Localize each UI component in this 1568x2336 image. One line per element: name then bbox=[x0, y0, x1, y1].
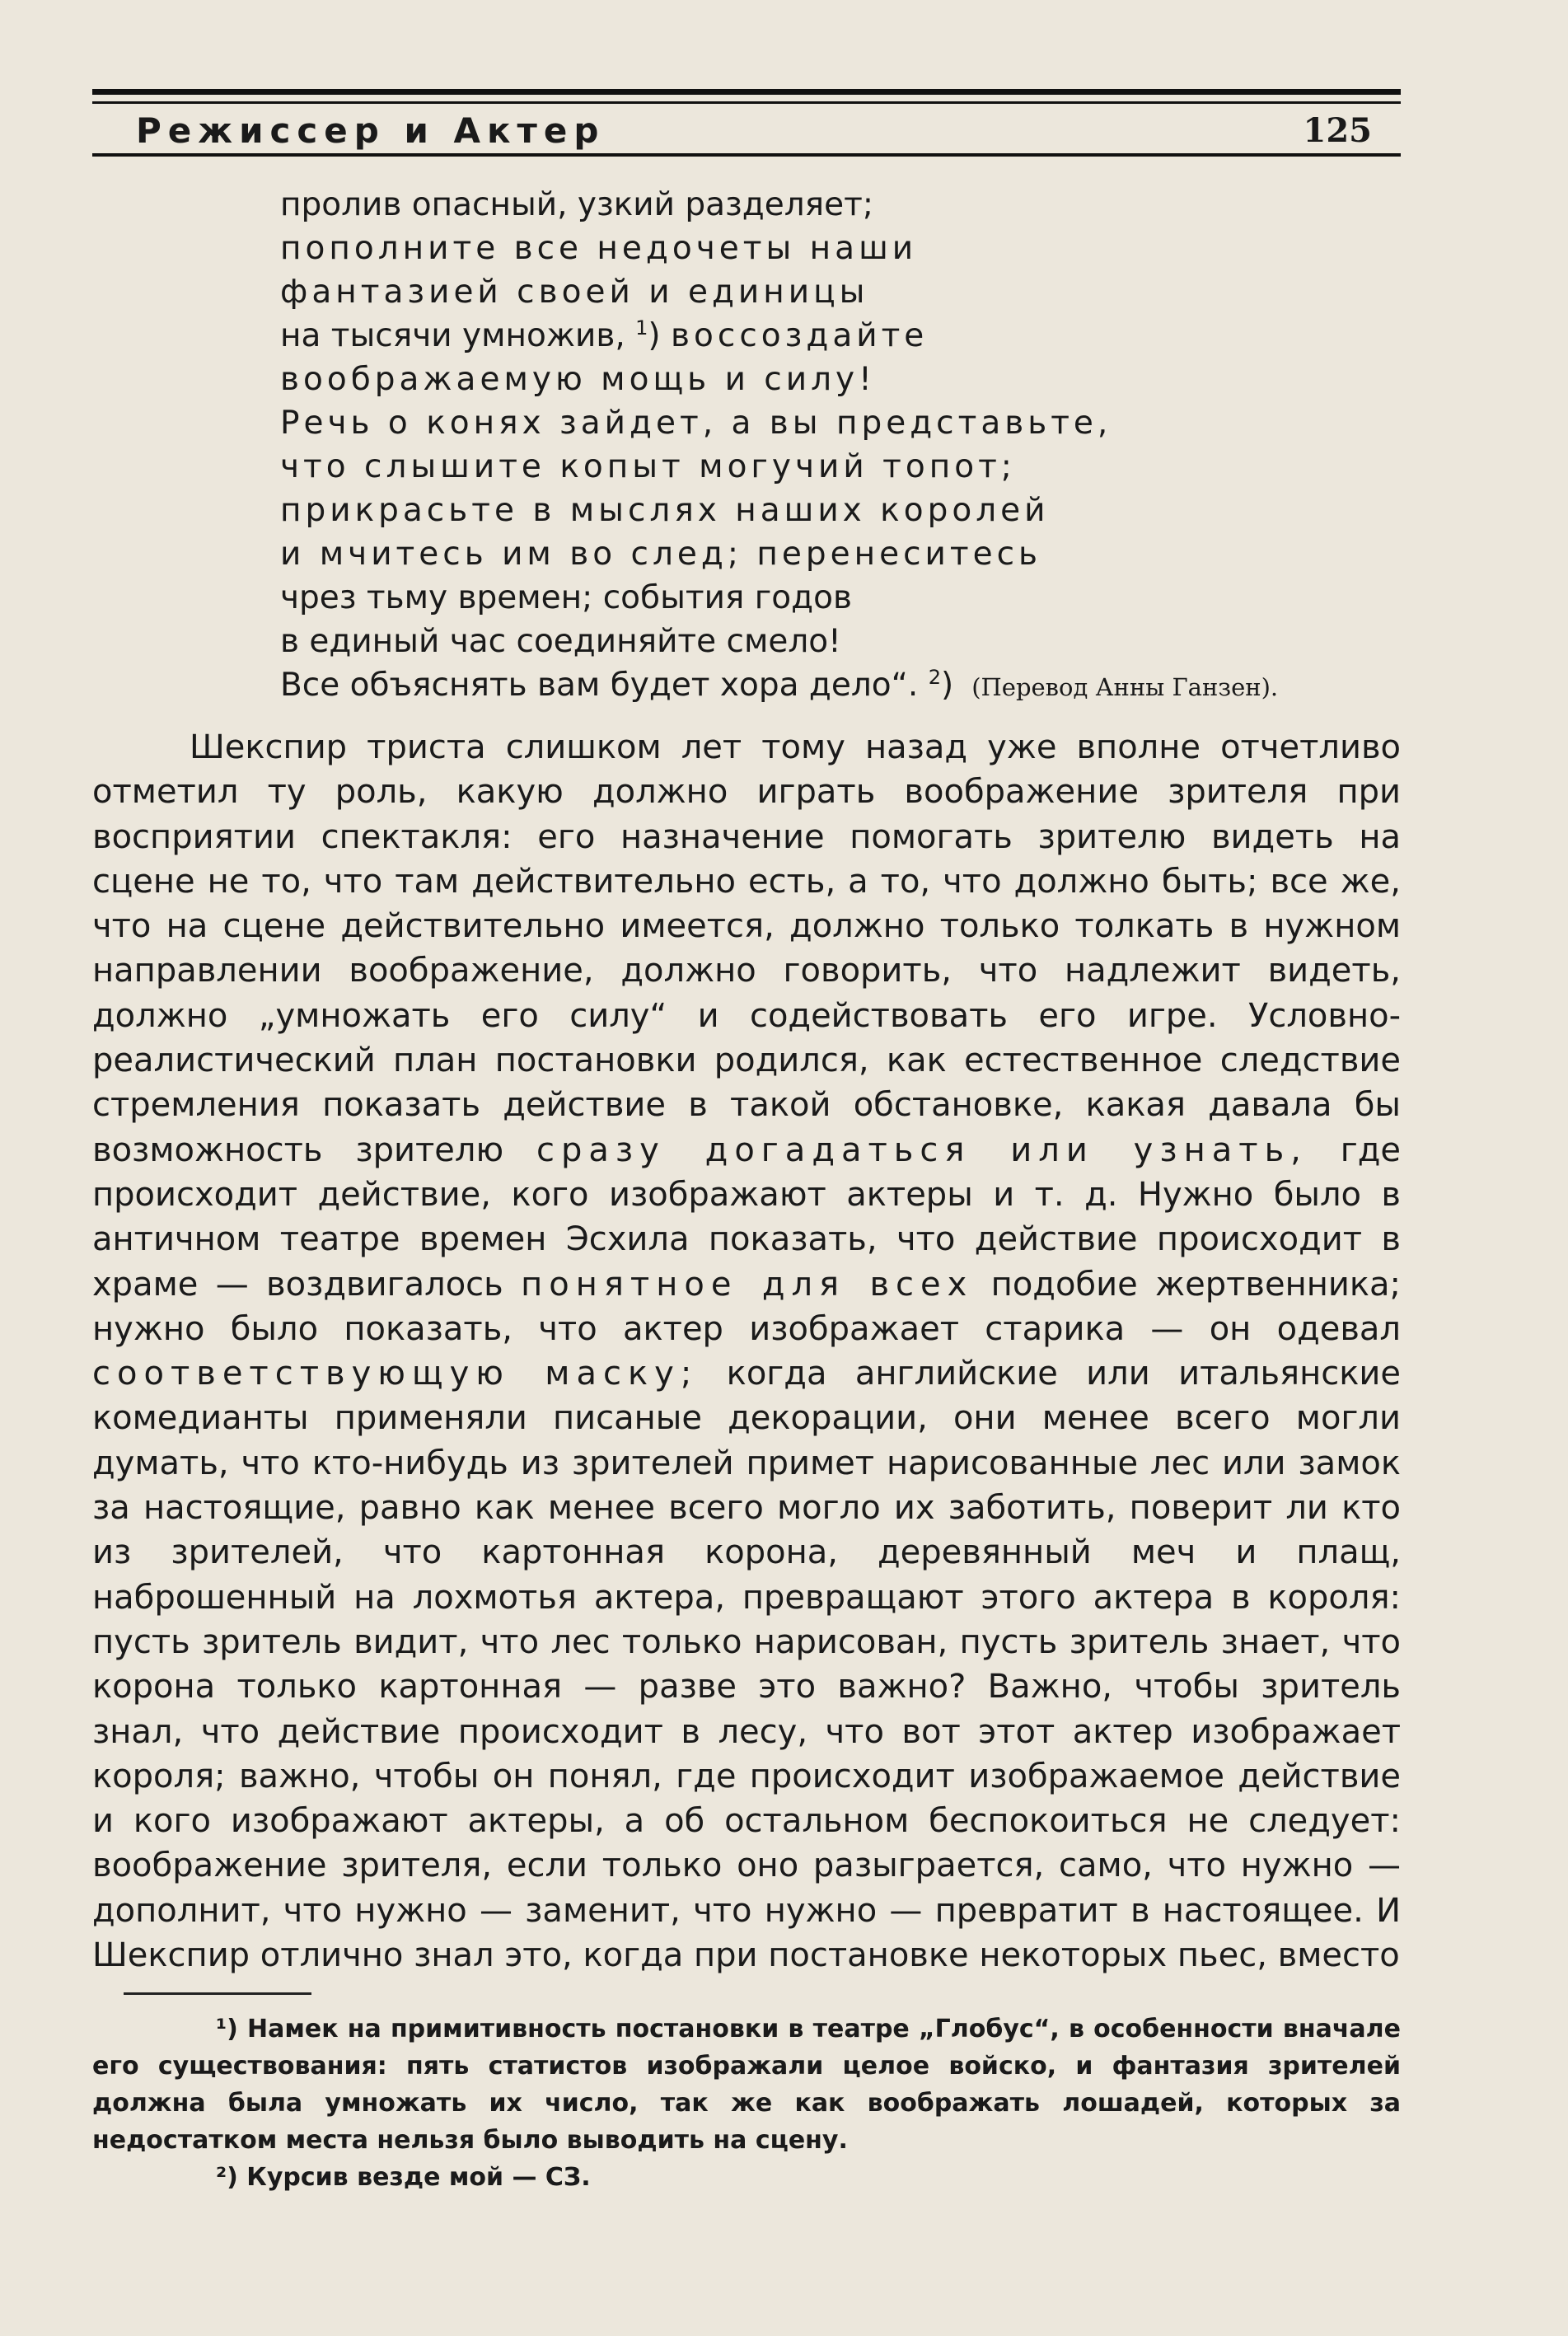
verse-line: воображаемую мощь и силу! bbox=[280, 361, 876, 398]
translation-credit: (Перевод Анны Ганзен). bbox=[971, 673, 1279, 701]
verse-line: пролив опасный, узкий разделяет; bbox=[280, 186, 873, 223]
body-paragraph bbox=[92, 725, 1401, 1978]
body-text-run: где происходит действие, кого изображают актеры и т. д. Нужно было в античном театре времен Эсхила показать, что действие происходит в храме — воздвигалось bbox=[92, 1131, 1401, 1304]
footnotes bbox=[92, 2011, 1401, 2196]
running-title: Режиссер и Актер bbox=[136, 110, 606, 151]
emphasized-text: сразу догадаться или узнать, bbox=[536, 1131, 1308, 1169]
footnote-mark: 2 bbox=[928, 666, 941, 689]
footnote-separator bbox=[124, 1992, 311, 1995]
footnote: ²) Курсив везде мой — СЗ. bbox=[216, 2163, 591, 2192]
verse-quote bbox=[280, 183, 1401, 707]
footnote-mark: 1 bbox=[635, 316, 648, 339]
body-text-run: подобие жертвенника; нужно было показать, что актер изображает старика — он одевал bbox=[92, 1265, 1402, 1348]
verse-line: чрез тьму времен; события годов bbox=[280, 579, 852, 616]
verse-line: в единый час соединяйте смело! bbox=[280, 623, 841, 660]
body-text-run: когда английские или итальянские комедианты применяли писаные декорации, они менее всего могли думать, что кто-нибудь из зрителей примет нарисованные лес или замок за настоящие, равно как менее всего могло их заботить, поверит ли кто из зрителей, что картонная корона, деревянный меч и плащ, наброшенный на лохмотья актера, превращают этого актера в короля: пусть зритель видит, что лес только нарисован, пусть зритель знает, что корона только картонная — разве это важно? Важно, чтобы зритель знал, что действие происходит в лесу, что вот этот актер изображает короля; важно, чтобы он понял, где происходит изображаемое действие и кого изображают актеры, а об остальном беспокоиться не следует: воображение зрителя, если только оно разыграется, само, что нужно — дополнит, что нужно — заменит, что нужно — превратит в настоящее. И Шекспир отлично знал это, когда при постановке некоторых пьес, вместо bbox=[92, 1355, 1402, 1975]
verse-line: и мчитесь им во след; перенеситесь bbox=[280, 536, 1042, 573]
verse-line: на тысячи умножив, $^1$) воссоздайте bbox=[280, 316, 929, 354]
verse-line: Речь о конях зайдет, а вы представьте, bbox=[280, 405, 1112, 442]
header-rule-bottom bbox=[92, 153, 1401, 157]
body-text-run: Шекспир триста слишком лет тому назад уже вполне отчетливо отметил ту роль, какую должно играть воображение зрителя при восприятии спектакля: его назначение помогать зрителю видеть на сцене не то, что там действительно есть, а то, что должно быть; все же, что на сцене действительно имеется, должно только толкать в нужном направлении воображение, должно говорить, что надлежит видеть, должно „умножать его силу“ и содействовать его игре. Условно-реалистический план постановки родился, как естественное следствие стремления показать действие в такой обстановке, какая давала бы возможность зрителю bbox=[92, 728, 1401, 1169]
page-number: 125 bbox=[1303, 111, 1372, 150]
verse-line: Все объяснять вам будет хора дело“. $^2$) (Перевод Анны Ганзен). bbox=[280, 666, 1279, 704]
verse-line-text: Все объяснять вам будет хора дело“. bbox=[280, 667, 919, 704]
verse-line-text: воссоздайте bbox=[671, 317, 929, 354]
emphasized-text: соответствующую маску; bbox=[92, 1355, 699, 1393]
verse-line: прикрасьте в мыслях наших королей bbox=[280, 492, 1050, 529]
verse-line: фантазией своей и единицы bbox=[280, 274, 869, 311]
verse-line: что слышите копыт могучий топот; bbox=[280, 448, 1016, 485]
verse-line: пополните все недочеты наши bbox=[280, 230, 918, 267]
footnote: ¹) Намек на примитивность постановки в театре „Глобус“, в особенности вначале его существования: пять статистов изображали целое войско, и фантазия зрителей должна была умножать их число, так же как воображать лошадей, которых за недостатком места нельзя было выводить на сцену. bbox=[92, 2015, 1401, 2155]
verse-line-text: на тысячи умножив, bbox=[280, 317, 625, 354]
header-rule-thin bbox=[92, 101, 1401, 104]
emphasized-text: понятное для всех bbox=[521, 1265, 974, 1304]
header-rule-top bbox=[92, 89, 1401, 95]
